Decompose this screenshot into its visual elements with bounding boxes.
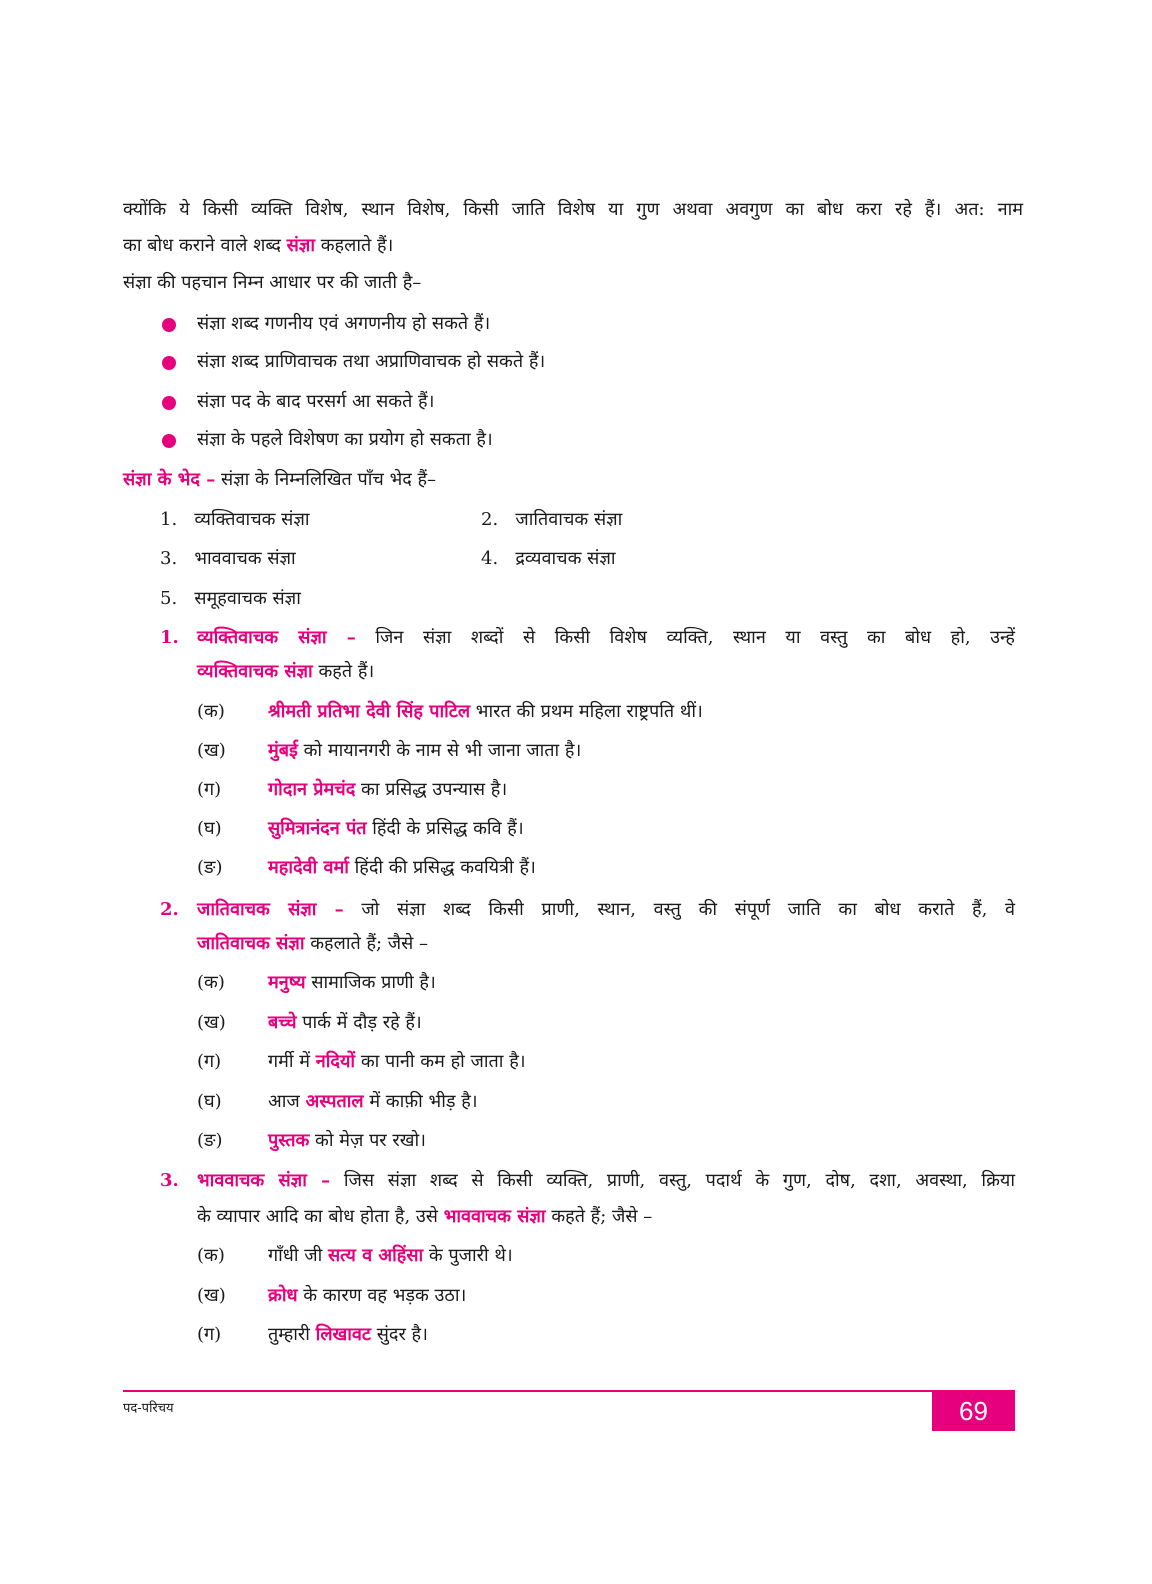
bhed-item-label: व्यक्तिवाचक संज्ञा bbox=[194, 509, 310, 530]
bullet-icon bbox=[162, 396, 176, 410]
example-text: मुंबई को मायानगरी के नाम से भी जाना जाता है। bbox=[268, 740, 582, 761]
bhed-item-num: 1. bbox=[160, 509, 178, 530]
example-text: पुस्तक को मेज़ पर रखो। bbox=[268, 1130, 426, 1151]
example-label: (ङ) bbox=[197, 1130, 223, 1151]
bhed-item bbox=[160, 545, 296, 573]
intro-line-1: क्योंकि ये किसी व्यक्ति विशेष, स्थान विशेष, किसी जाति विशेष या गुण अथवा अवगुण का बोध करा रहे हैं। अत: नाम bbox=[123, 199, 1023, 220]
example-label: (ग) bbox=[197, 1051, 222, 1072]
section-2-line-2 bbox=[197, 930, 1015, 958]
bhed-item bbox=[160, 506, 310, 534]
example-text: सुमित्रानंदन पंत हिंदी के प्रसिद्ध कवि हैं। bbox=[268, 818, 524, 839]
bullet-icon bbox=[162, 356, 176, 370]
intro-text: का बोध कराने वाले शब्द bbox=[123, 235, 281, 256]
example-text: बच्चे पार्क में दौड़ रहे हैं। bbox=[268, 1012, 422, 1033]
section-term: जातिवाचक संज्ञा bbox=[197, 933, 305, 954]
pehchan-line: संज्ञा की पहचान निम्न आधार पर की जाती है– bbox=[123, 272, 422, 293]
example-text: मनुष्य सामाजिक प्राणी है। bbox=[268, 972, 436, 993]
example-label: (ख) bbox=[197, 1012, 226, 1033]
bhed-item-label: जातिवाचक संज्ञा bbox=[515, 509, 623, 530]
example-label: (क) bbox=[197, 701, 225, 722]
example-label: (क) bbox=[197, 1245, 225, 1266]
footer-divider bbox=[123, 1390, 1015, 1392]
bhed-item-label: भाववाचक संज्ञा bbox=[194, 548, 296, 569]
bullet-item: संज्ञा शब्द प्राणिवाचक तथा अप्राणिवाचक हो सकते हैं। bbox=[197, 351, 546, 372]
intro-term: संज्ञा bbox=[286, 235, 315, 256]
example-text: गाँधी जी सत्य व अहिंसा के पुजारी थे। bbox=[268, 1245, 513, 1266]
bhed-item-label: समूहवाचक संज्ञा bbox=[194, 588, 301, 609]
bhed-item-num: 2. bbox=[481, 509, 499, 530]
chapter-label: पद-परिचय bbox=[123, 1401, 174, 1416]
bhed-item-num: 4. bbox=[481, 548, 499, 569]
page-number: 69 bbox=[932, 1391, 1015, 1431]
example-text: क्रोध के कारण वह भड़क उठा। bbox=[268, 1285, 467, 1306]
section-definition: जिस संज्ञा शब्द से किसी व्यक्ति, प्राणी, वस्तु, पदार्थ के गुण, दोष, दशा, अवस्था, क्रिया bbox=[343, 1170, 1016, 1191]
bullet-item: संज्ञा के पहले विशेषण का प्रयोग हो सकता है। bbox=[197, 429, 493, 450]
intro-text-end: कहलाते हैं। bbox=[320, 235, 394, 256]
bhed-text: संज्ञा के निम्नलिखित पाँच भेद हैं– bbox=[220, 469, 437, 490]
section-heading: भाववाचक संज्ञा – bbox=[197, 1170, 331, 1191]
bhed-item bbox=[481, 506, 622, 534]
section-term: व्यक्तिवाचक संज्ञा bbox=[197, 661, 313, 682]
section-3-line-1 bbox=[197, 1167, 1015, 1195]
example-label: (ख) bbox=[197, 740, 226, 761]
section-heading: व्यक्तिवाचक संज्ञा – bbox=[197, 627, 356, 648]
section-definition-end: कहलाते हैं; जैसे – bbox=[310, 933, 429, 954]
bullet-item: संज्ञा पद के बाद परसर्ग आ सकते हैं। bbox=[197, 391, 435, 412]
example-text: महादेवी वर्मा हिंदी की प्रसिद्ध कवयित्री हैं। bbox=[268, 857, 536, 878]
section-term: भाववाचक संज्ञा bbox=[443, 1206, 546, 1227]
section-1-line-2 bbox=[197, 658, 1015, 686]
example-text: श्रीमती प्रतिभा देवी सिंह पाटिल भारत की प्रथम महिला राष्ट्रपति थीं। bbox=[268, 701, 703, 722]
section-1-line-1 bbox=[197, 624, 1015, 652]
example-label: (ग) bbox=[197, 1324, 222, 1345]
section-number: 1. bbox=[160, 627, 179, 648]
section-2-line-1 bbox=[197, 896, 1015, 924]
example-label: (ङ) bbox=[197, 857, 223, 878]
bullet-item: संज्ञा शब्द गणनीय एवं अगणनीय हो सकते हैं। bbox=[197, 313, 491, 334]
example-text: गर्मी में नदियों का पानी कम हो जाता है। bbox=[268, 1051, 526, 1072]
section-definition: जो संज्ञा शब्द किसी प्राणी, स्थान, वस्तु की संपूर्ण जाति का बोध कराते हैं, वे bbox=[361, 899, 1015, 920]
example-label: (क) bbox=[197, 972, 225, 993]
bhed-heading-line bbox=[123, 466, 1023, 494]
bhed-heading: संज्ञा के भेद – bbox=[123, 469, 216, 490]
section-definition-start: के व्यापार आदि का बोध होता है, उसे bbox=[197, 1206, 438, 1227]
example-label: (घ) bbox=[197, 1091, 222, 1112]
example-label: (ख) bbox=[197, 1285, 226, 1306]
example-text: गोदान प्रेमचंद का प्रसिद्ध उपन्यास है। bbox=[268, 779, 508, 800]
bhed-item-num: 3. bbox=[160, 548, 178, 569]
section-heading: जातिवाचक संज्ञा – bbox=[197, 899, 344, 920]
bhed-item-num: 5. bbox=[160, 588, 178, 609]
bullet-icon bbox=[162, 318, 176, 332]
bhed-item-label: द्रव्यवाचक संज्ञा bbox=[515, 548, 616, 569]
bhed-item bbox=[481, 545, 616, 573]
section-number: 3. bbox=[160, 1170, 179, 1191]
section-3-line-2 bbox=[197, 1203, 1015, 1231]
section-definition-end: कहते हैं; जैसे – bbox=[551, 1206, 653, 1227]
example-label: (घ) bbox=[197, 818, 222, 839]
section-number: 2. bbox=[160, 899, 179, 920]
example-label: (ग) bbox=[197, 779, 222, 800]
section-definition-end: कहते हैं। bbox=[318, 661, 375, 682]
example-text: तुम्हारी लिखावट सुंदर है। bbox=[268, 1324, 428, 1345]
intro-line-2 bbox=[123, 232, 1023, 260]
section-definition: जिन संज्ञा शब्दों से किसी विशेष व्यक्ति, स्थान या वस्तु का बोध हो, उन्हें bbox=[375, 627, 1015, 648]
example-text: आज अस्पताल में काफ़ी भीड़ है। bbox=[268, 1091, 478, 1112]
bhed-item bbox=[160, 585, 301, 613]
bullet-icon bbox=[162, 434, 176, 448]
